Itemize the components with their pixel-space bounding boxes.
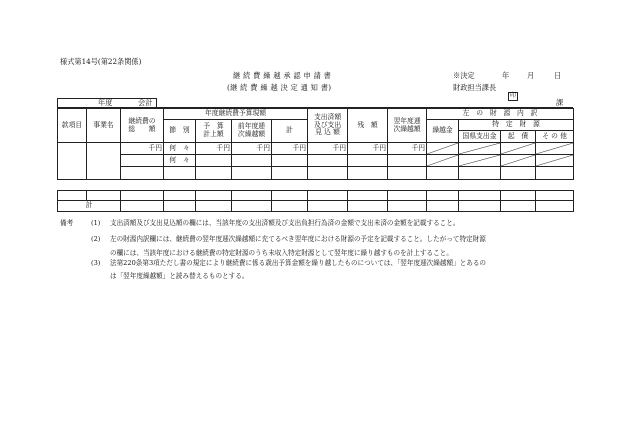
total-label: 計 <box>58 201 121 212</box>
col-source-group: 左 の 財 源 内 訳 <box>427 109 574 120</box>
cell-diagonal <box>501 155 536 167</box>
document-subtitle: (継 続 費 繰 越 決 定 通 知 書) <box>227 83 332 92</box>
col-total: 継続費の 総 額 <box>121 109 164 143</box>
col-next-carry: 翌年度逓 次繰越額 <box>388 109 427 143</box>
cell-unit: 千円 <box>196 143 232 155</box>
carryover-table <box>57 108 574 180</box>
cell-diagonal <box>427 155 459 167</box>
col-budget-group: 年度継続費予算現額 <box>164 109 308 120</box>
cell-item <box>58 143 87 180</box>
decision-mark: ※決定 <box>453 71 475 80</box>
col-item: 款項目 <box>58 109 87 143</box>
table-row <box>58 143 574 155</box>
notes-label: 備考 <box>60 219 74 227</box>
cell-diagonal <box>459 143 501 155</box>
note-text: 支出済額及び支出見込額の欄には、当該年度の支出済額及び支出負担行為済の金額で支出未済の金額を記載すること。 <box>110 219 460 227</box>
section-label: 課 <box>556 98 564 107</box>
fiscal-year-label: 年度 <box>98 98 113 107</box>
col-subsidy: 国県支出金 <box>459 131 501 143</box>
decision-month: 月 <box>527 71 535 80</box>
note-number: (1) <box>91 219 101 227</box>
note-text: 法第220条第3項ただし書の規定により継続費に係る歳出予算金額を繰り越したものについては、「翌年度逓次繰越額」とあるの <box>110 259 487 267</box>
col-category: 節 別 <box>164 120 196 143</box>
note-number: (3) <box>91 259 101 267</box>
cell-total-unit: 千円 <box>121 143 164 155</box>
total-table <box>57 190 574 212</box>
finance-officer-label: 財政担当課長 <box>453 83 497 92</box>
col-paid: 支出済額 及び支出 見 込 額 <box>308 109 348 143</box>
account-label: 会計 <box>138 98 153 107</box>
form-number: 様式第14号(第22条関係) <box>60 57 142 66</box>
decision-day: 日 <box>554 71 562 80</box>
cell-diagonal <box>536 143 574 155</box>
note-text: 左の財源内訳欄には、継続費の翌年度逓次繰越額に充てるべき翌年度における財源の予定を記載すること。したがって特定財源 <box>110 235 486 243</box>
note-text: は「翌年度繰越額」と読み替えるものとする。 <box>110 272 249 280</box>
col-prev-carry: 前年度逓 次繰越額 <box>232 120 272 143</box>
cell-project <box>87 143 121 180</box>
col-specific-group: 特 定 財 源 <box>459 120 574 131</box>
note-text: の欄には、当該年度における継続費の特定財源のうち未収入特定財源として翌年度に繰り越すものを計上すること。 <box>110 249 453 257</box>
col-remaining: 残 額 <box>348 109 388 143</box>
cell-unit: 千円 <box>348 143 388 155</box>
col-project: 事業名 <box>87 109 121 143</box>
col-other: そ の 他 <box>536 131 574 143</box>
table-row <box>58 155 574 167</box>
col-subtotal: 計 <box>272 120 308 143</box>
seal-mark: 印 <box>510 92 517 99</box>
cell-category: 何 々 <box>164 155 196 167</box>
col-carry-money: 繰越金 <box>427 120 459 143</box>
cell-diagonal <box>501 143 536 155</box>
document-title: 継 続 費 繰 越 承 認 申 請 書 <box>233 71 332 80</box>
cell-diagonal <box>536 155 574 167</box>
note-number: (2) <box>91 235 101 243</box>
cell-unit: 千円 <box>388 143 427 155</box>
total-row <box>58 201 574 212</box>
col-budget-amount: 予 算 計上額 <box>196 120 232 143</box>
cell-category: 何 々 <box>164 143 196 155</box>
cell-unit: 千円 <box>232 143 272 155</box>
table-row <box>58 167 574 180</box>
col-bond: 起 債 <box>501 131 536 143</box>
cell-unit: 千円 <box>308 143 348 155</box>
cell-unit: 千円 <box>272 143 308 155</box>
decision-year: 年 <box>502 71 510 80</box>
cell-diagonal <box>427 143 459 155</box>
cell-diagonal <box>459 155 501 167</box>
cell-empty <box>121 155 164 167</box>
